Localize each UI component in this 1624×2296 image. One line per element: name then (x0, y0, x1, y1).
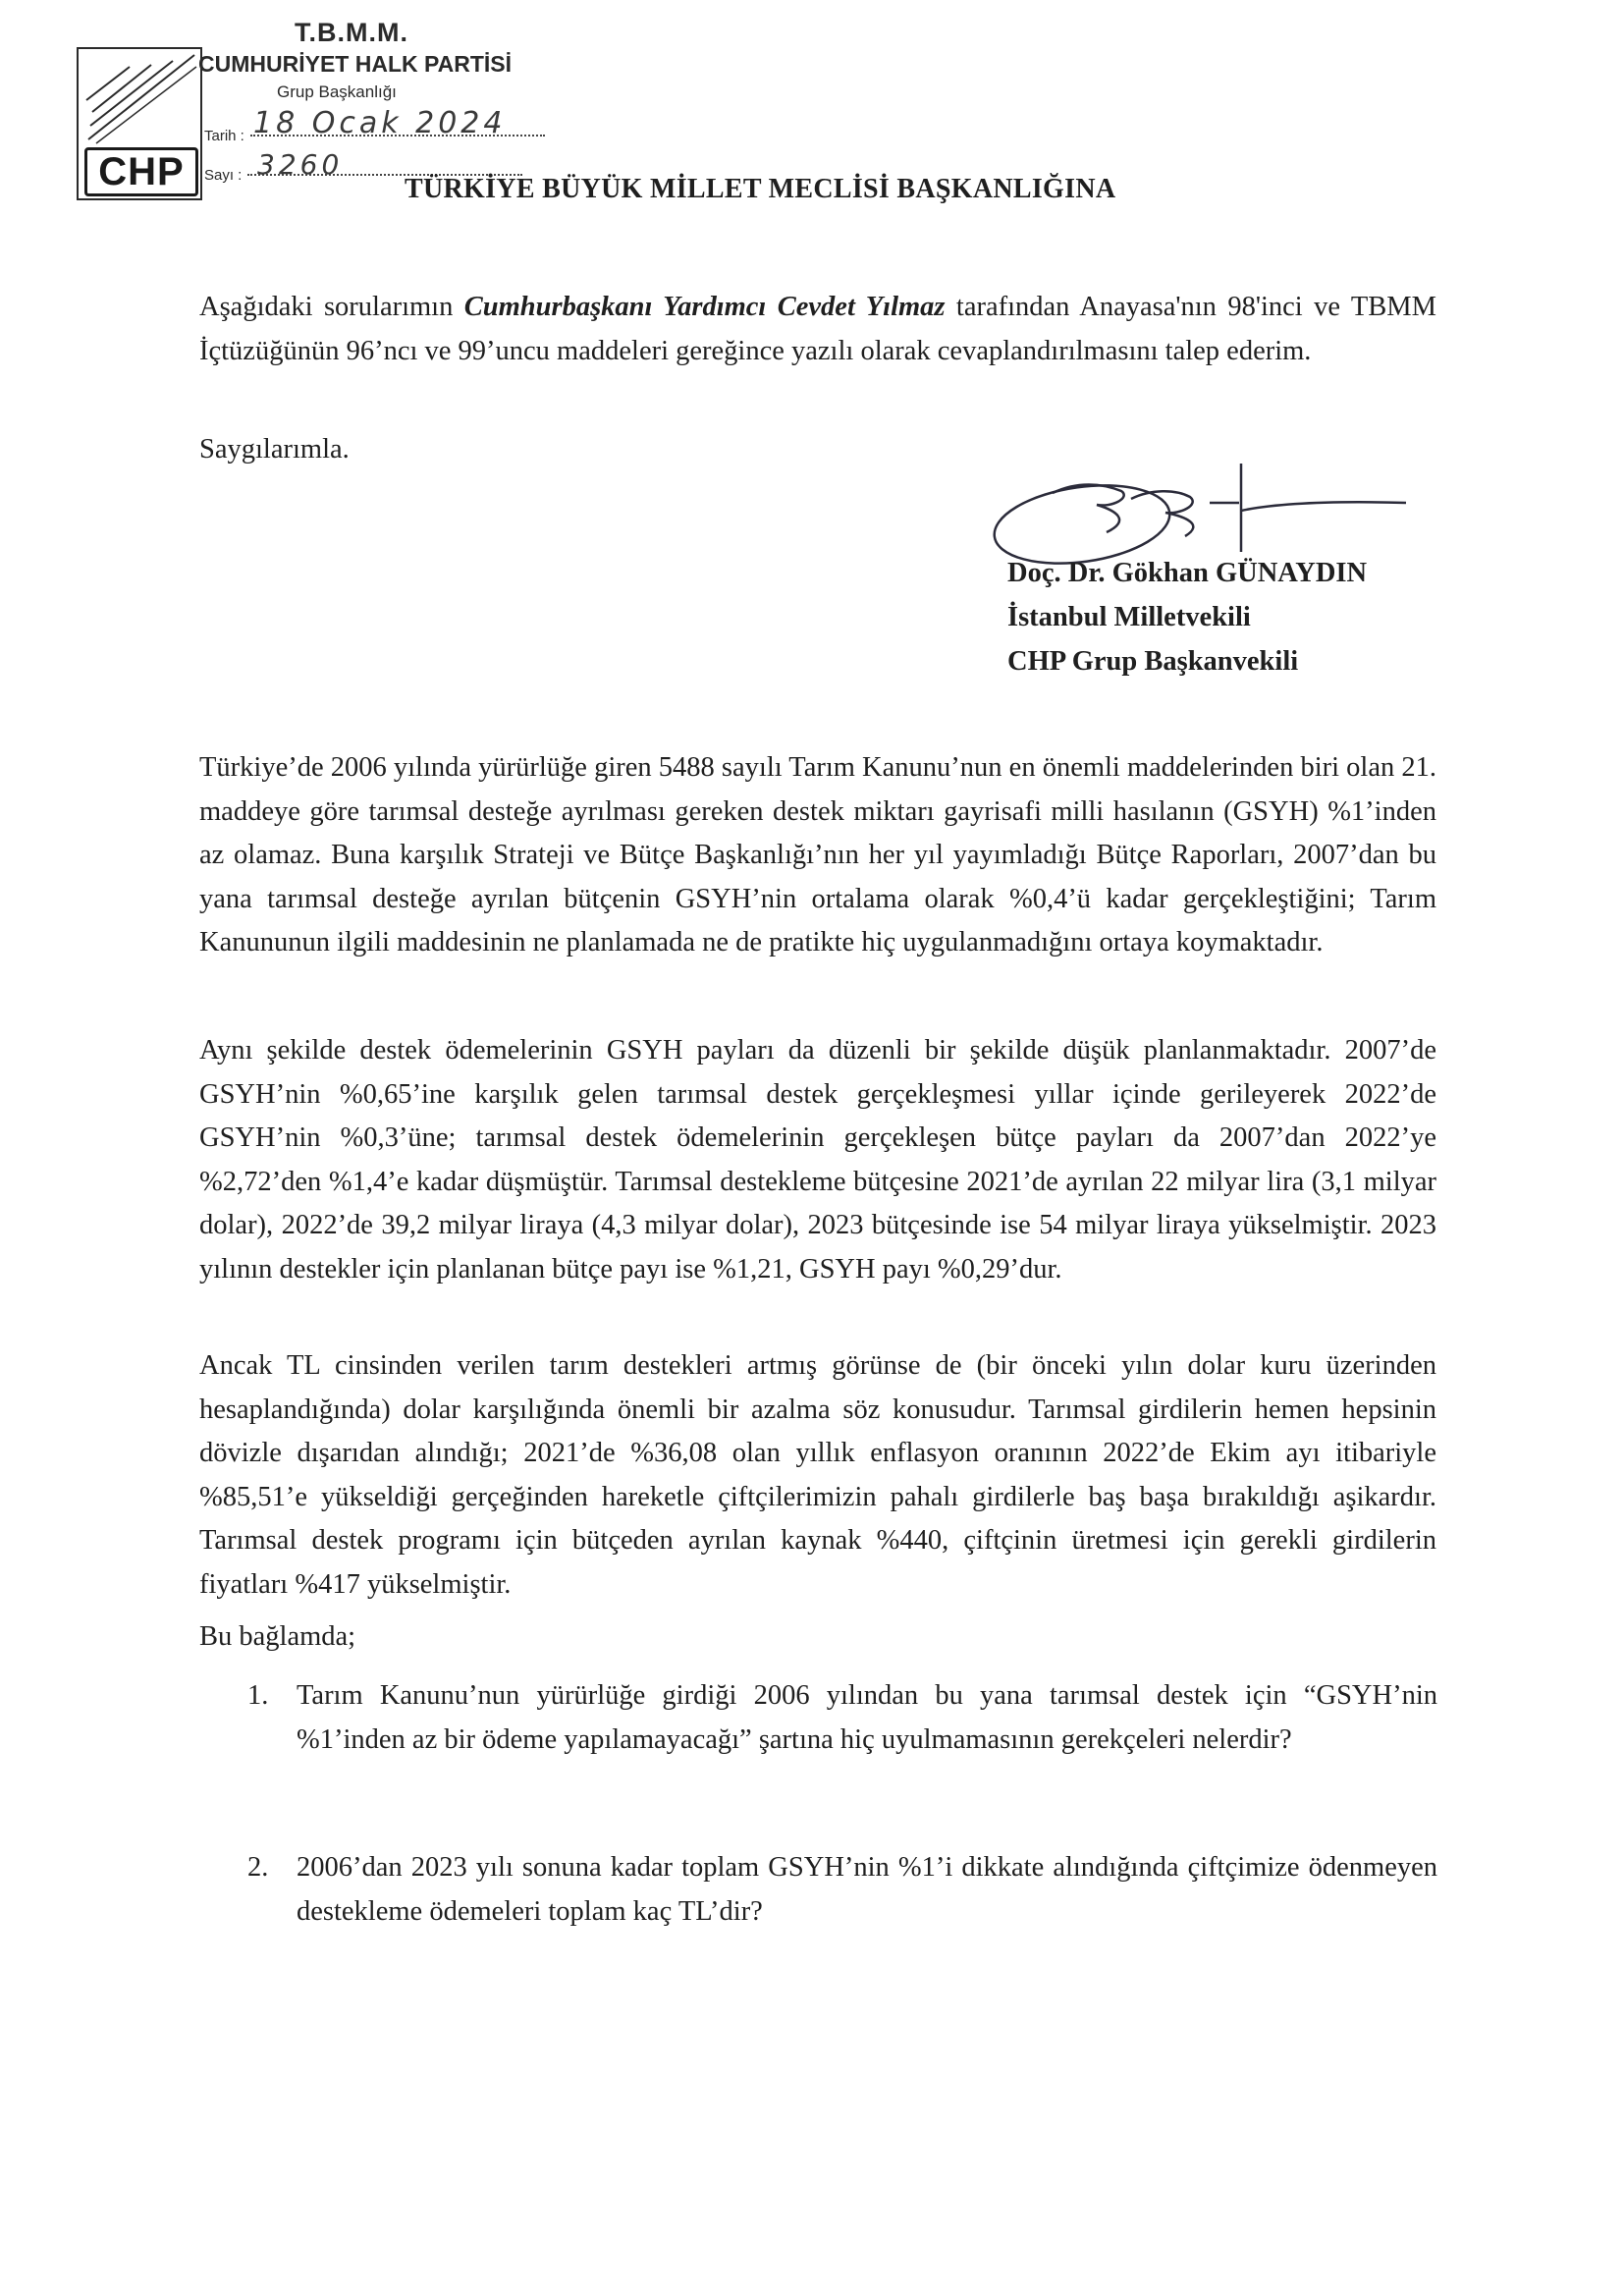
document-heading: TÜRKİYE BÜYÜK MİLLET MECLİSİ BAŞKANLIĞINA (405, 174, 1116, 204)
context-line: Bu bağlamda; (199, 1621, 356, 1652)
signatory-block (1007, 551, 1367, 683)
signatory-role-2: CHP Grup Başkanvekili (1007, 646, 1299, 677)
intro-paragraph (199, 286, 1436, 373)
stamp-office: Grup Başkanlığı (277, 82, 397, 101)
stamp-frame (77, 47, 202, 200)
question-item (247, 1846, 1437, 1934)
stamp-number-label: Sayı : (204, 167, 243, 184)
stamp-parliament: T.B.M.M. (295, 18, 408, 47)
body-paragraph: Ancak TL cinsinden verilen tarım destekleri artmış görünse de (bir önceki yılın dolar kuru üzerinden hesaplandığında) dolar karşılığında önemli bir azalma söz konusudur. Tarımsal girdilerin hemen hepsinin dövizle dışarıdan alındığı; 2021’de %36,08 olan yıllık enflasyon oranının 2022’de Ekim ayı itibariyle %85,51’e yükseldiği gerçeğinden hareketle çiftçilerimizin pahalı girdilerle baş başa bırakıldığı aşikardır. Tarımsal destek programı için bütçeden ayrılan kaynak %440, çiftçinin üretmesi için gerekli girdilerin fiyatları %417 yükselmiştir. (199, 1350, 1436, 1600)
stamp-handwritten-date: 18 Ocak 2024 (253, 106, 507, 140)
stamp-handwritten-number: 3260 (257, 148, 344, 181)
question-text: Tarım Kanunu’nun yürürlüğe girdiği 2006 yılından bu yana tarımsal destek için “GSYH’nin %1’inden az bir ödeme yapılamayacağı” şartına hiç uyulmamasının gerekçeleri nelerdir? (297, 1680, 1437, 1755)
question-number: 1. (247, 1680, 269, 1711)
question-number: 2. (247, 1852, 269, 1883)
body-paragraph: Türkiye’de 2006 yılında yürürlüğe giren 5488 sayılı Tarım Kanunu’nun en önemli maddelerinden biri olan 21. maddeye göre tarımsal desteğe ayrılması gereken destek miktarı gayrisafi milli hasılanın (GSYH) %1’inden az olamaz. Buna karşılık Strateji ve Bütçe Başkanlığı’nın her yıl yayımladığı Bütçe Raporları, 2007’dan bu yana tarımsal desteğe ayrılan bütçenin GSYH’nin ortalama olarak %0,4’ü kadar gerçekleştiğini; Tarım Kanununun ilgili maddesinin ne planlamada ne de pratikte hiç uygulanmadığını ortaya koymaktadır. (199, 752, 1436, 957)
regards-line: Saygılarımla. (199, 434, 350, 465)
stamp-date-label: Tarih : (204, 128, 244, 144)
stamp-emblem-lines (79, 49, 204, 147)
question-item (247, 1674, 1437, 1762)
intro-before: Aşağıdaki sorularımın (199, 292, 464, 322)
intro-addressee: Cumhurbaşkanı Yardımcı Cevdet Yılmaz (463, 292, 946, 322)
signatory-name: Doç. Dr. Gökhan GÜNAYDIN (1007, 558, 1368, 588)
signatory-role-1: İstanbul Milletvekili (1007, 602, 1251, 632)
official-stamp (69, 18, 579, 193)
intro-after: tarafından Anayasa'nın 98'inci ve TBMM İçtüzüğünün 96’ncı ve 99’uncu maddeleri gereğince yazılı olarak cevaplandırılmasını talep ederim. (199, 292, 1436, 366)
stamp-party-name: CUMHURİYET HALK PARTİSİ (198, 51, 513, 77)
question-text: 2006’dan 2023 yılı sonuna kadar toplam GSYH’nin %1’i dikkate alındığında çiftçimize ödenmeyen destekleme ödemeleri toplam kaç TL’dir? (297, 1852, 1437, 1927)
body-paragraph: Aynı şekilde destek ödemelerinin GSYH payları da düzenli bir şekilde düşük planlanmaktadır. 2007’de GSYH’nin %0,65’ine karşılık gelen tarımsal destek gerçekleşmesi yıllar içinde gerileyerek 2022’de GSYH’nin %0,3’üne; tarımsal destek ödemelerinin gerçekleşen bütçe payları da 2007’dan 2022’ye %2,72’den %1,4’e kadar düşmüştür. Tarımsal destekleme bütçesine 2021’de ayrılan 22 milyar lira (3,1 milyar dolar), 2022’de 39,2 milyar liraya (4,3 milyar dolar), 2023 bütçesinde ise 54 milyar liraya yükselmiştir. 2023 yılının destekler için planlanan bütçe payı ise %1,21, GSYH payı %0,29’dur. (199, 1035, 1436, 1285)
chp-logo: CHP (84, 147, 198, 196)
